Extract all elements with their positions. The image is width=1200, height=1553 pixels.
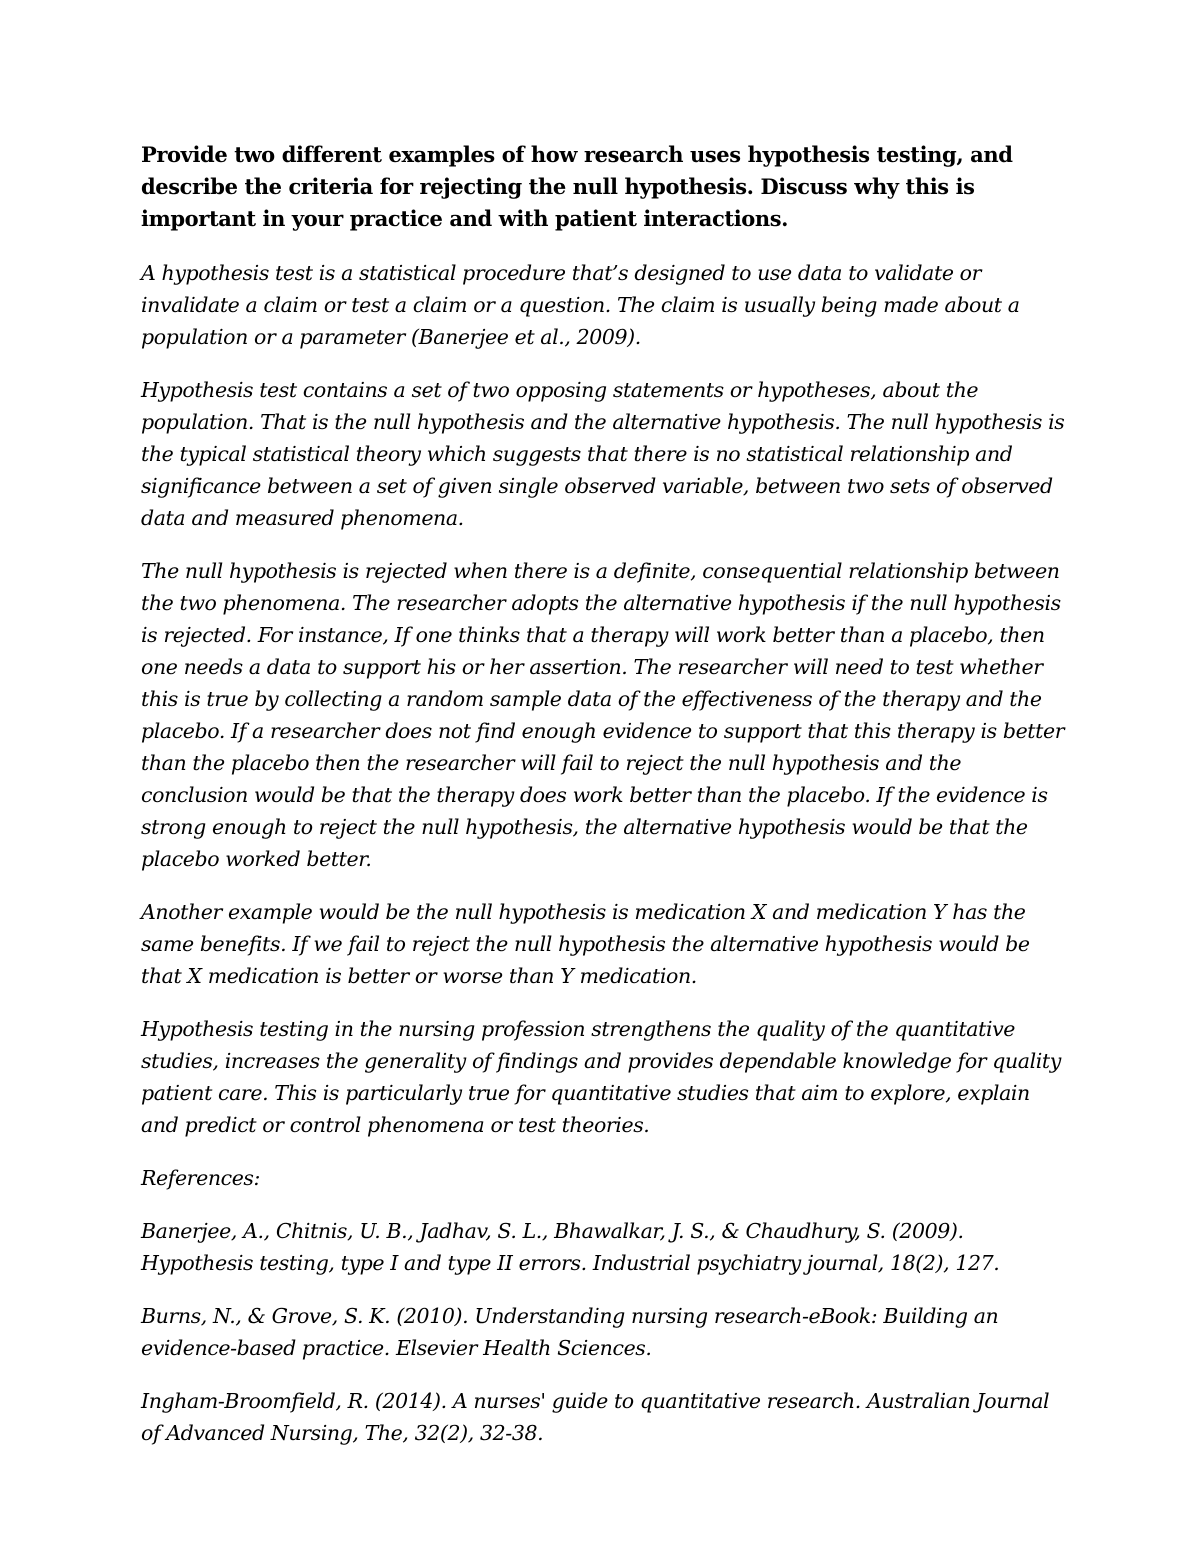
paragraph-definition: A hypothesis test is a statistical procedure that’s designed to use data to validate or invalidate a claim or test a claim or a question. The claim is usually being made about a population or a parameter (Banerjee et al., 2009). <box>141 261 1020 349</box>
references-heading: References: <box>141 1166 261 1190</box>
reference-item: Banerjee, A., Chitnis, U. B., Jadhav, S. L., Bhawalkar, J. S., & Chaudhury, S. (2009). Hypothesis testing, type I and type II errors. Industrial psychiatry journal, 18(2), 127. <box>141 1219 1000 1275</box>
reference-item: Ingham-Broomfield, R. (2014). A nurses' guide to quantitative research. Australian Journal of Advanced Nursing, The, 32(2), 32-38. <box>141 1389 1050 1445</box>
reference-item: Burns, N., & Grove, S. K. (2010). Understanding nursing research-eBook: Building an evidence-based practice. Elsevier Health Sciences. <box>141 1304 999 1360</box>
document-body <box>141 139 1066 1470</box>
paragraph-opposing-statements: Hypothesis test contains a set of two opposing statements or hypotheses, about the population. That is the null hypothesis and the alternative hypothesis. The null hypothesis is the typical statistical theory which suggests that there is no statistical relationship and significance between a set of given single observed variable, between two sets of observed data and measured phenomena. <box>141 378 1065 530</box>
paragraph-medication-example: Another example would be the null hypothesis is medication X and medication Y has the same benefits. If we fail to reject the null hypothesis the alternative hypothesis would be that X medication is better or worse than Y medication. <box>141 900 1030 988</box>
paragraph-nursing-importance: Hypothesis testing in the nursing profession strengthens the quality of the quantitative studies, increases the generality of findings and provides dependable knowledge for quality patient care. This is particularly true for quantitative studies that aim to explore, explain and predict or control phenomena or test theories. <box>141 1017 1061 1137</box>
paragraph-rejection-criteria: The null hypothesis is rejected when there is a definite, consequential relationship between the two phenomena. The researcher adopts the alternative hypothesis if the null hypothesis is rejected. For instance, If one thinks that a therapy will work better than a placebo, then one needs a data to support his or her assertion. The researcher will need to test whether this is true by collecting a random sample data of the effectiveness of the therapy and the placebo. If a researcher does not find enough evidence to support that this therapy is better than the placebo then the researcher will fail to reject the null hypothesis and the conclusion would be that the therapy does work better than the placebo. If the evidence is strong enough to reject the null hypothesis, the alternative hypothesis would be that the placebo worked better. <box>141 559 1065 871</box>
question-heading: Provide two different examples of how research uses hypothesis testing, and describe the criteria for rejecting the null hypothesis. Discuss why this is important in your practice and with patient interactions. <box>141 142 1013 231</box>
